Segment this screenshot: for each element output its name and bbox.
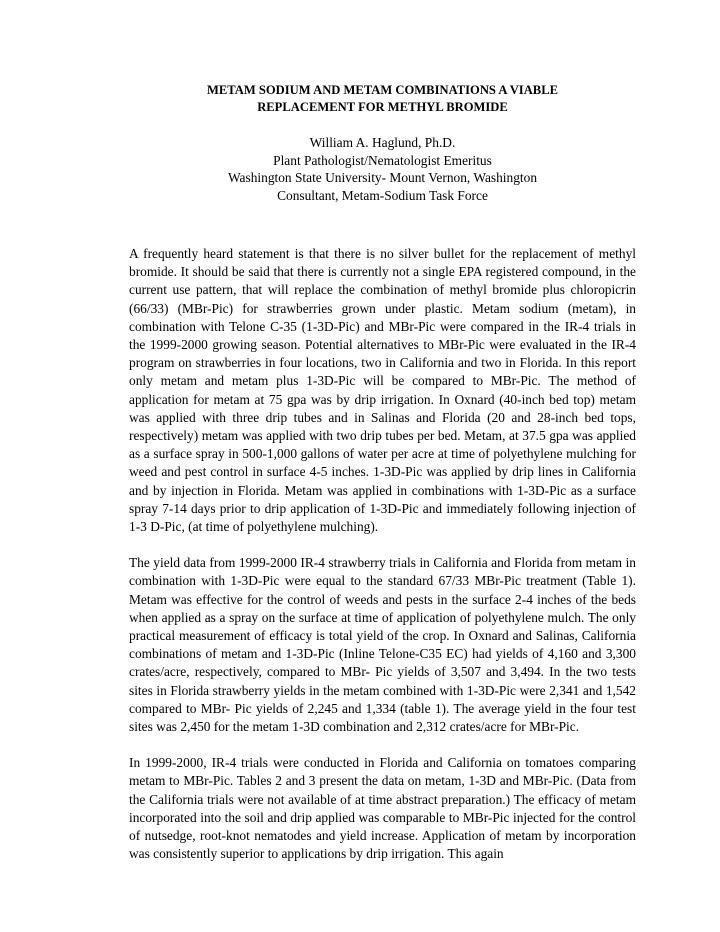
title-line-1: METAM SODIUM AND METAM COMBINATIONS A VIABLE [206,83,559,97]
author-block [129,134,636,204]
author-position: Plant Pathologist/Nematologist Emeritus [273,152,492,168]
body-paragraph: The yield data from 1999-2000 IR-4 strawberry trials in California and Florida from metam in combination with 1-3D-Pic were equal to the standard 67/33 MBr-Pic treatment (Table 1). Metam was effective for the control of weeds and pests in the surface 2-4 inches of the beds when applied as a spray on the surface at time of application of polyethylene mulch. The only practical measurement of efficacy is total yield of the crop. In Oxnard and Salinas, California combinations of metam and 1-3D-Pic (Inline Telone-C35 EC) had yields of 4,160 and 3,300 crates/acre, respectively, compared to MBr- Pic yields of 3,507 and 3,494. In the two tests sites in Florida strawberry yields in the metam combined with 1-3D-Pic were 2,341 and 1,542 compared to MBr- Pic yields of 2,245 and 1,334 (table 1). The average yield in the four test sites was 2,450 for the metam 1-3D combination and 2,312 crates/acre for MBr-Pic. [129,555,636,735]
document-page [129,82,636,864]
author-institution: Washington State University- Mount Vernon, Washington [227,170,538,185]
body-paragraph: A frequently heard statement is that there is no silver bullet for the replacement of methyl bromide. It should be said that there is currently not a single EPA registered compound, in the current use pattern, that will replace the combination of methyl bromide plus chloropicrin (66/33) (MBr-Pic) for strawberries grown under plastic. Metam sodium (metam), in combination with Telone C-35 (1-3D-Pic) and MBr-Pic were compared in the IR-4 trials in the 1999-2000 growing season. Potential alternatives to MBr-Pic were evaluated in the IR-4 program on strawberries in four locations, two in California and two in Florida. In this report only metam and metam plus 1-3D-Pic will be compared to MBr-Pic. The method of application for metam at 75 gpa was by drip irrigation. In Oxnard (40-inch bed top) metam was applied with three drip tubes and in Salinas and Florida (20 and 28-inch bed tops, respectively) metam was applied with two drip tubes per bed. Metam, at 37.5 gpa was applied as a surface spray in 500-1,000 gallons of water per acre at time of polyethylene mulching for weed and pest control in surface 4-5 inches. 1-3D-Pic was applied by drip lines in California and by injection in Florida. Metam was applied in combinations with 1-3D-Pic as a surface spray 7-14 days prior to drip application of 1-3D-Pic and immediately following injection of 1-3 D-Pic, (at time of polyethylene mulching). [129,246,636,535]
author-name: William A. Haglund, Ph.D. [309,135,456,150]
title-line-2: REPLACEMENT FOR METHYL BROMIDE [257,100,508,114]
document-title [129,82,636,116]
author-role: Consultant, Metam-Sodium Task Force [277,187,488,203]
body-paragraph: In 1999-2000, IR-4 trials were conducted in Florida and California on tomatoes comparing metam to MBr-Pic. Tables 2 and 3 present the data on metam, 1-3D and MBr-Pic. (Data from the California trials were not available of at time abstract preparation.) The efficacy of metam incorporated into the soil and drip applied was comparable to MBr-Pic injected for the control of nutsedge, root-knot nematodes and yield increase. Application of metam by incorporation was consistently superior to applications by drip irrigation. This again [129,755,636,862]
